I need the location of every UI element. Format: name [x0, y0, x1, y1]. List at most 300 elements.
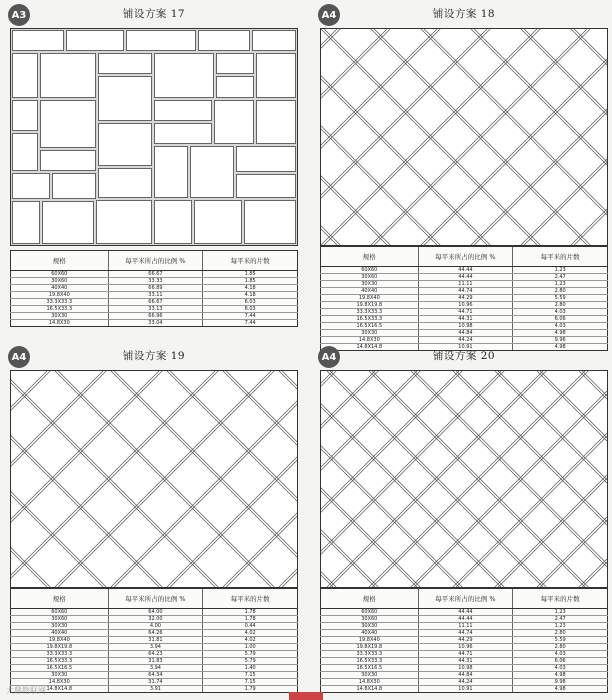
table-cell: 2.80	[513, 644, 608, 651]
table-cell: 64.00	[108, 609, 203, 616]
tile-joint-line	[321, 29, 340, 245]
table-row	[321, 616, 608, 623]
table-cell: 3.94	[108, 665, 203, 672]
table-row	[321, 316, 608, 323]
tile-joint-line	[471, 29, 607, 245]
table-cell: 1.00	[203, 644, 298, 651]
tile-joint-line	[111, 371, 297, 587]
table-cell: 16.5X33.3	[321, 658, 419, 665]
tile-joint-line	[321, 29, 440, 245]
tile-rect	[155, 101, 212, 121]
table-cell: 4.98	[513, 672, 608, 679]
table-cell: 30X30	[321, 623, 419, 630]
table-cell: 60X60	[11, 609, 109, 616]
table-header-row	[321, 247, 608, 267]
column-header: 每平米所占的比例 %	[108, 589, 203, 609]
table-cell: 16.5X33.3	[11, 658, 109, 665]
table-cell: 16.5X16.5	[11, 665, 109, 672]
table-row	[321, 295, 608, 302]
spec-table	[10, 588, 298, 693]
table-cell: 30X30	[11, 313, 109, 320]
table-cell: 44.71	[418, 309, 513, 316]
tile-rect	[257, 54, 296, 98]
tile-joint-line	[495, 371, 607, 587]
table-cell: 7.44	[203, 320, 298, 327]
table-row	[11, 665, 298, 672]
table-cell: 5.79	[203, 651, 298, 658]
tile-joint-line	[424, 29, 607, 245]
table-cell: 10.96	[418, 302, 513, 309]
table-row	[11, 320, 298, 327]
column-header: 每平米的片数	[203, 589, 298, 609]
tile-joint-line	[11, 371, 159, 587]
watermark-text: 大鼎物联网	[6, 686, 46, 695]
table-cell: 3.91	[108, 686, 203, 693]
column-header: 每平米的片数	[513, 589, 608, 609]
column-header: 每平米的片数	[203, 251, 298, 271]
tile-pattern-svg	[11, 371, 297, 587]
table-cell: 9.96	[513, 337, 608, 344]
table-row	[321, 665, 608, 672]
table-cell: 30X60	[321, 616, 419, 623]
table-row	[321, 337, 608, 344]
table-row	[321, 623, 608, 630]
table-row	[321, 609, 608, 616]
table-cell: 64.34	[108, 672, 203, 679]
tile-joint-line	[11, 371, 215, 587]
table-cell: 4.02	[203, 630, 298, 637]
table-row	[321, 267, 608, 274]
table-row	[321, 651, 608, 658]
table-cell: 1.85	[203, 271, 298, 278]
tile-joint-line	[321, 371, 378, 587]
table-cell: 40X40	[11, 630, 109, 637]
tile-joint-line	[453, 371, 607, 587]
table-cell: 14.8X14.8	[321, 686, 419, 693]
table-cell: 30X30	[321, 281, 419, 288]
scheme-title: 铺设方案 17	[122, 8, 186, 20]
tile-joint-line	[321, 371, 417, 587]
table-row	[11, 313, 298, 320]
table-header-row	[321, 589, 608, 609]
table-row	[11, 658, 298, 665]
table-cell: 33.3X33.3	[321, 651, 419, 658]
scheme-title: 铺设方案 18	[432, 8, 496, 20]
table-cell: 7.15	[203, 672, 298, 679]
table-row	[321, 679, 608, 686]
tile-rect	[127, 31, 196, 51]
tile-joint-line	[11, 371, 103, 587]
table-cell: 1.23	[513, 267, 608, 274]
table-row	[11, 672, 298, 679]
table-cell: 4.03	[513, 651, 608, 658]
table-cell: 16.5X16.5	[321, 665, 419, 672]
table-cell: 30X30	[321, 672, 419, 679]
table-cell: 44.84	[418, 330, 513, 337]
table-row	[11, 679, 298, 686]
table-cell: 1.78	[203, 616, 298, 623]
table-cell: 14.8X14.8	[321, 344, 419, 351]
column-header: 规格	[11, 251, 109, 271]
tile-rect	[253, 31, 296, 51]
table-row	[11, 616, 298, 623]
column-header: 每平米的片数	[513, 247, 608, 267]
table-row	[11, 285, 298, 292]
table-cell: 64.26	[108, 630, 203, 637]
table-row	[321, 644, 608, 651]
table-row	[321, 686, 608, 693]
table-cell: 64.23	[108, 651, 203, 658]
tile-joint-line	[571, 29, 607, 245]
table-row	[11, 306, 298, 313]
table-row	[321, 630, 608, 637]
tile-joint-line	[474, 29, 607, 245]
tile-rect	[99, 54, 152, 74]
table-cell: 44.44	[418, 609, 513, 616]
tile-rect	[237, 147, 296, 172]
page-tab-marker	[289, 692, 323, 700]
tile-joint-line	[321, 29, 487, 245]
table-cell: 30X60	[11, 616, 109, 623]
table-cell: 11.11	[418, 281, 513, 288]
tile-rect	[217, 77, 254, 98]
table-cell: 1.23	[513, 281, 608, 288]
tile-rect	[245, 201, 296, 244]
tile-rect	[41, 151, 96, 171]
tile-joint-line	[524, 29, 607, 245]
table-cell: 4.98	[513, 344, 608, 351]
tile-joint-line	[321, 29, 390, 245]
tile-layout-drawing	[320, 370, 608, 588]
tile-joint-line	[424, 29, 607, 245]
table-row	[11, 278, 298, 285]
tile-rect	[155, 54, 214, 98]
table-cell: 1.23	[513, 623, 608, 630]
table-cell: 44.29	[418, 295, 513, 302]
table-cell: 4.18	[203, 292, 298, 299]
table-cell: 44.31	[418, 316, 513, 323]
tile-joint-line	[11, 371, 47, 587]
tile-joint-line	[223, 371, 297, 587]
tile-joint-line	[321, 371, 501, 587]
tile-joint-line	[167, 371, 297, 587]
table-cell: 1.78	[203, 609, 298, 616]
tile-joint-line	[321, 371, 333, 587]
tile-rect	[13, 101, 38, 131]
table-cell: 40X40	[321, 288, 419, 295]
table-cell: 60X60	[321, 267, 419, 274]
tile-rect	[217, 54, 254, 74]
table-cell: 44.44	[418, 274, 513, 281]
table-cell: 14.8X30	[11, 320, 109, 327]
tile-layout-drawing	[10, 370, 298, 588]
table-cell: 2.80	[513, 288, 608, 295]
table-cell: 6.06	[513, 316, 608, 323]
tile-joint-line	[11, 371, 106, 587]
tile-joint-line	[321, 371, 375, 587]
tile-rect	[199, 31, 250, 51]
table-cell: 16.5X33.3	[11, 306, 109, 313]
table-row	[11, 686, 298, 693]
tile-joint-line	[114, 371, 297, 587]
tile-joint-line	[167, 371, 297, 587]
table-row	[321, 309, 608, 316]
table-cell: 16.5X16.5	[321, 323, 419, 330]
table-cell: 4.02	[203, 637, 298, 644]
table-cell: 5.59	[513, 637, 608, 644]
tile-joint-line	[321, 371, 420, 587]
table-cell: 19.8X40	[321, 295, 419, 302]
table-cell: 19.8X19.8	[321, 302, 419, 309]
tile-joint-line	[11, 371, 103, 587]
table-cell: 1.85	[203, 278, 298, 285]
table-cell: 44.74	[418, 630, 513, 637]
table-cell: 44.24	[418, 337, 513, 344]
table-cell: 14.8X30	[11, 679, 109, 686]
tile-rect	[155, 201, 192, 244]
table-cell: 60X60	[11, 271, 109, 278]
tile-rect	[13, 54, 38, 98]
table-cell: 44.44	[418, 267, 513, 274]
table-cell: 6.03	[203, 299, 298, 306]
table-row	[11, 630, 298, 637]
tile-pattern-svg	[11, 29, 297, 245]
table-cell: 44.71	[418, 651, 513, 658]
tile-joint-line	[11, 371, 162, 587]
scheme-title: 铺设方案 20	[432, 350, 496, 362]
table-cell: 44.24	[418, 679, 513, 686]
table-row	[321, 637, 608, 644]
table-cell: 10.91	[418, 344, 513, 351]
table-cell: 66.89	[108, 285, 203, 292]
table-cell: 31.83	[108, 658, 203, 665]
tile-rect	[13, 202, 40, 244]
tile-joint-line	[321, 371, 501, 587]
tile-pattern-svg	[321, 371, 607, 587]
tile-joint-line	[11, 371, 215, 587]
tile-joint-line	[114, 371, 297, 587]
table-cell: 33.3X33.3	[11, 299, 109, 306]
scheme-badge: A4	[318, 346, 340, 368]
tile-rect	[67, 31, 124, 51]
table-cell: 4.98	[513, 686, 608, 693]
tile-joint-line	[321, 29, 487, 245]
table-cell: 30X30	[321, 330, 419, 337]
tile-joint-line	[471, 29, 607, 245]
tile-joint-line	[495, 371, 607, 587]
tile-joint-line	[11, 371, 47, 587]
table-cell: 4.03	[513, 309, 608, 316]
table-row	[321, 323, 608, 330]
table-cell: 44.31	[418, 658, 513, 665]
table-cell: 19.8X40	[321, 637, 419, 644]
tile-rect	[99, 124, 152, 166]
table-cell: 7.15	[203, 679, 298, 686]
tile-rect	[99, 77, 152, 121]
tile-joint-line	[540, 371, 607, 587]
table-cell: 66.67	[108, 271, 203, 278]
table-cell: 30X30	[11, 672, 109, 679]
tile-rect	[41, 101, 96, 148]
tile-joint-line	[321, 29, 340, 245]
table-row	[321, 302, 608, 309]
table-cell: 31.74	[108, 679, 203, 686]
table-row	[321, 281, 608, 288]
tile-joint-line	[571, 29, 607, 245]
tile-layout-drawing	[10, 28, 298, 246]
tile-joint-line	[321, 371, 336, 587]
tile-joint-line	[453, 371, 607, 587]
tile-rect	[53, 174, 96, 199]
table-cell: 31.81	[108, 637, 203, 644]
tile-rect	[215, 101, 254, 144]
table-row	[321, 672, 608, 679]
tile-joint-line	[321, 371, 378, 587]
column-header: 每平米所占的比例 %	[108, 251, 203, 271]
tile-joint-line	[321, 371, 333, 587]
tile-joint-line	[456, 371, 607, 587]
table-cell: 16.5X33.3	[321, 316, 419, 323]
table-cell: 14.8X30	[321, 337, 419, 344]
table-cell: 19.8X40	[11, 292, 109, 299]
spec-table	[320, 588, 608, 693]
tile-joint-line	[226, 371, 297, 587]
tile-joint-line	[411, 371, 607, 587]
tile-joint-line	[170, 371, 297, 587]
table-cell: 9.98	[513, 679, 608, 686]
scheme-badge: A3	[8, 4, 30, 26]
table-cell: 5.59	[513, 295, 608, 302]
table-cell: 4.03	[513, 665, 608, 672]
table-cell: 32.00	[108, 616, 203, 623]
table-cell: 6.06	[513, 658, 608, 665]
table-cell: 10.96	[418, 644, 513, 651]
tile-joint-line	[321, 29, 490, 245]
tile-joint-line	[321, 29, 440, 245]
tile-joint-line	[321, 371, 417, 587]
table-cell: 4.00	[108, 623, 203, 630]
tile-joint-line	[321, 371, 336, 587]
table-cell: 3.94	[108, 644, 203, 651]
tile-joint-line	[11, 371, 50, 587]
tile-rect	[237, 175, 296, 198]
tile-joint-line	[11, 371, 50, 587]
table-cell: 1.23	[513, 609, 608, 616]
tile-joint-line	[321, 29, 490, 245]
table-header-row	[11, 251, 298, 271]
table-row	[11, 609, 298, 616]
table-cell: 40X40	[321, 630, 419, 637]
tile-joint-line	[411, 371, 607, 587]
table-cell: 0.44	[203, 623, 298, 630]
column-header: 规格	[321, 589, 419, 609]
table-cell: 33.3X33.3	[321, 309, 419, 316]
tile-rect	[41, 54, 96, 98]
table-cell: 11.11	[418, 623, 513, 630]
table-cell: 40X40	[11, 285, 109, 292]
table-cell: 14.8X30	[321, 679, 419, 686]
table-cell: 10.98	[418, 323, 513, 330]
table-cell: 66.67	[108, 299, 203, 306]
tile-joint-line	[321, 29, 390, 245]
tile-joint-line	[537, 371, 607, 587]
table-cell: 33.13	[108, 306, 203, 313]
table-row	[321, 274, 608, 281]
tile-joint-line	[223, 371, 297, 587]
tile-rect	[13, 174, 50, 199]
tile-joint-line	[537, 371, 607, 587]
table-cell: 10.98	[418, 665, 513, 672]
table-row	[321, 288, 608, 295]
table-row	[11, 651, 298, 658]
column-header: 规格	[321, 247, 419, 267]
table-row	[11, 623, 298, 630]
table-cell: 33.33	[108, 278, 203, 285]
tile-joint-line	[226, 371, 297, 587]
tile-joint-line	[111, 371, 297, 587]
scheme-title: 铺设方案 19	[122, 350, 186, 362]
table-row	[321, 658, 608, 665]
spec-table	[10, 250, 298, 327]
table-row	[11, 644, 298, 651]
scheme-badge: A4	[8, 346, 30, 368]
tile-joint-line	[11, 371, 106, 587]
table-cell: 33.3X33.3	[11, 651, 109, 658]
tile-rect	[257, 101, 296, 144]
tile-rect	[13, 134, 38, 171]
table-row	[11, 292, 298, 299]
table-row	[321, 330, 608, 337]
tile-rect	[97, 201, 152, 244]
tile-joint-line	[11, 371, 218, 587]
tile-joint-line	[11, 371, 159, 587]
tile-rect	[13, 31, 64, 51]
table-cell: 19.8X19.8	[11, 644, 109, 651]
table-cell: 30X60	[321, 274, 419, 281]
table-cell: 66.96	[108, 313, 203, 320]
tile-rect	[155, 147, 188, 198]
table-cell: 2.47	[513, 616, 608, 623]
tile-joint-line	[540, 371, 607, 587]
table-cell: 44.74	[418, 288, 513, 295]
tile-joint-line	[521, 29, 607, 245]
table-cell: 44.44	[418, 616, 513, 623]
table-cell: 33.11	[108, 292, 203, 299]
table-row	[11, 637, 298, 644]
spec-table	[320, 246, 608, 351]
table-cell: 4.18	[203, 285, 298, 292]
table-cell: 30X60	[11, 278, 109, 285]
tile-pattern-svg	[321, 29, 607, 245]
table-cell: 19.8X19.8	[321, 644, 419, 651]
tile-joint-line	[11, 371, 162, 587]
table-cell: 5.79	[203, 658, 298, 665]
table-cell: 2.47	[513, 274, 608, 281]
table-row	[11, 271, 298, 278]
tile-joint-line	[321, 29, 387, 245]
table-cell: 33.04	[108, 320, 203, 327]
table-cell: 2.80	[513, 630, 608, 637]
table-cell: 10.91	[418, 686, 513, 693]
table-cell: 1.40	[203, 665, 298, 672]
table-cell: 4.03	[513, 323, 608, 330]
tile-joint-line	[456, 371, 607, 587]
tile-joint-line	[524, 29, 607, 245]
tile-joint-line	[321, 371, 375, 587]
tile-joint-line	[474, 29, 607, 245]
tile-joint-line	[321, 29, 387, 245]
table-cell: 19.8X40	[11, 637, 109, 644]
